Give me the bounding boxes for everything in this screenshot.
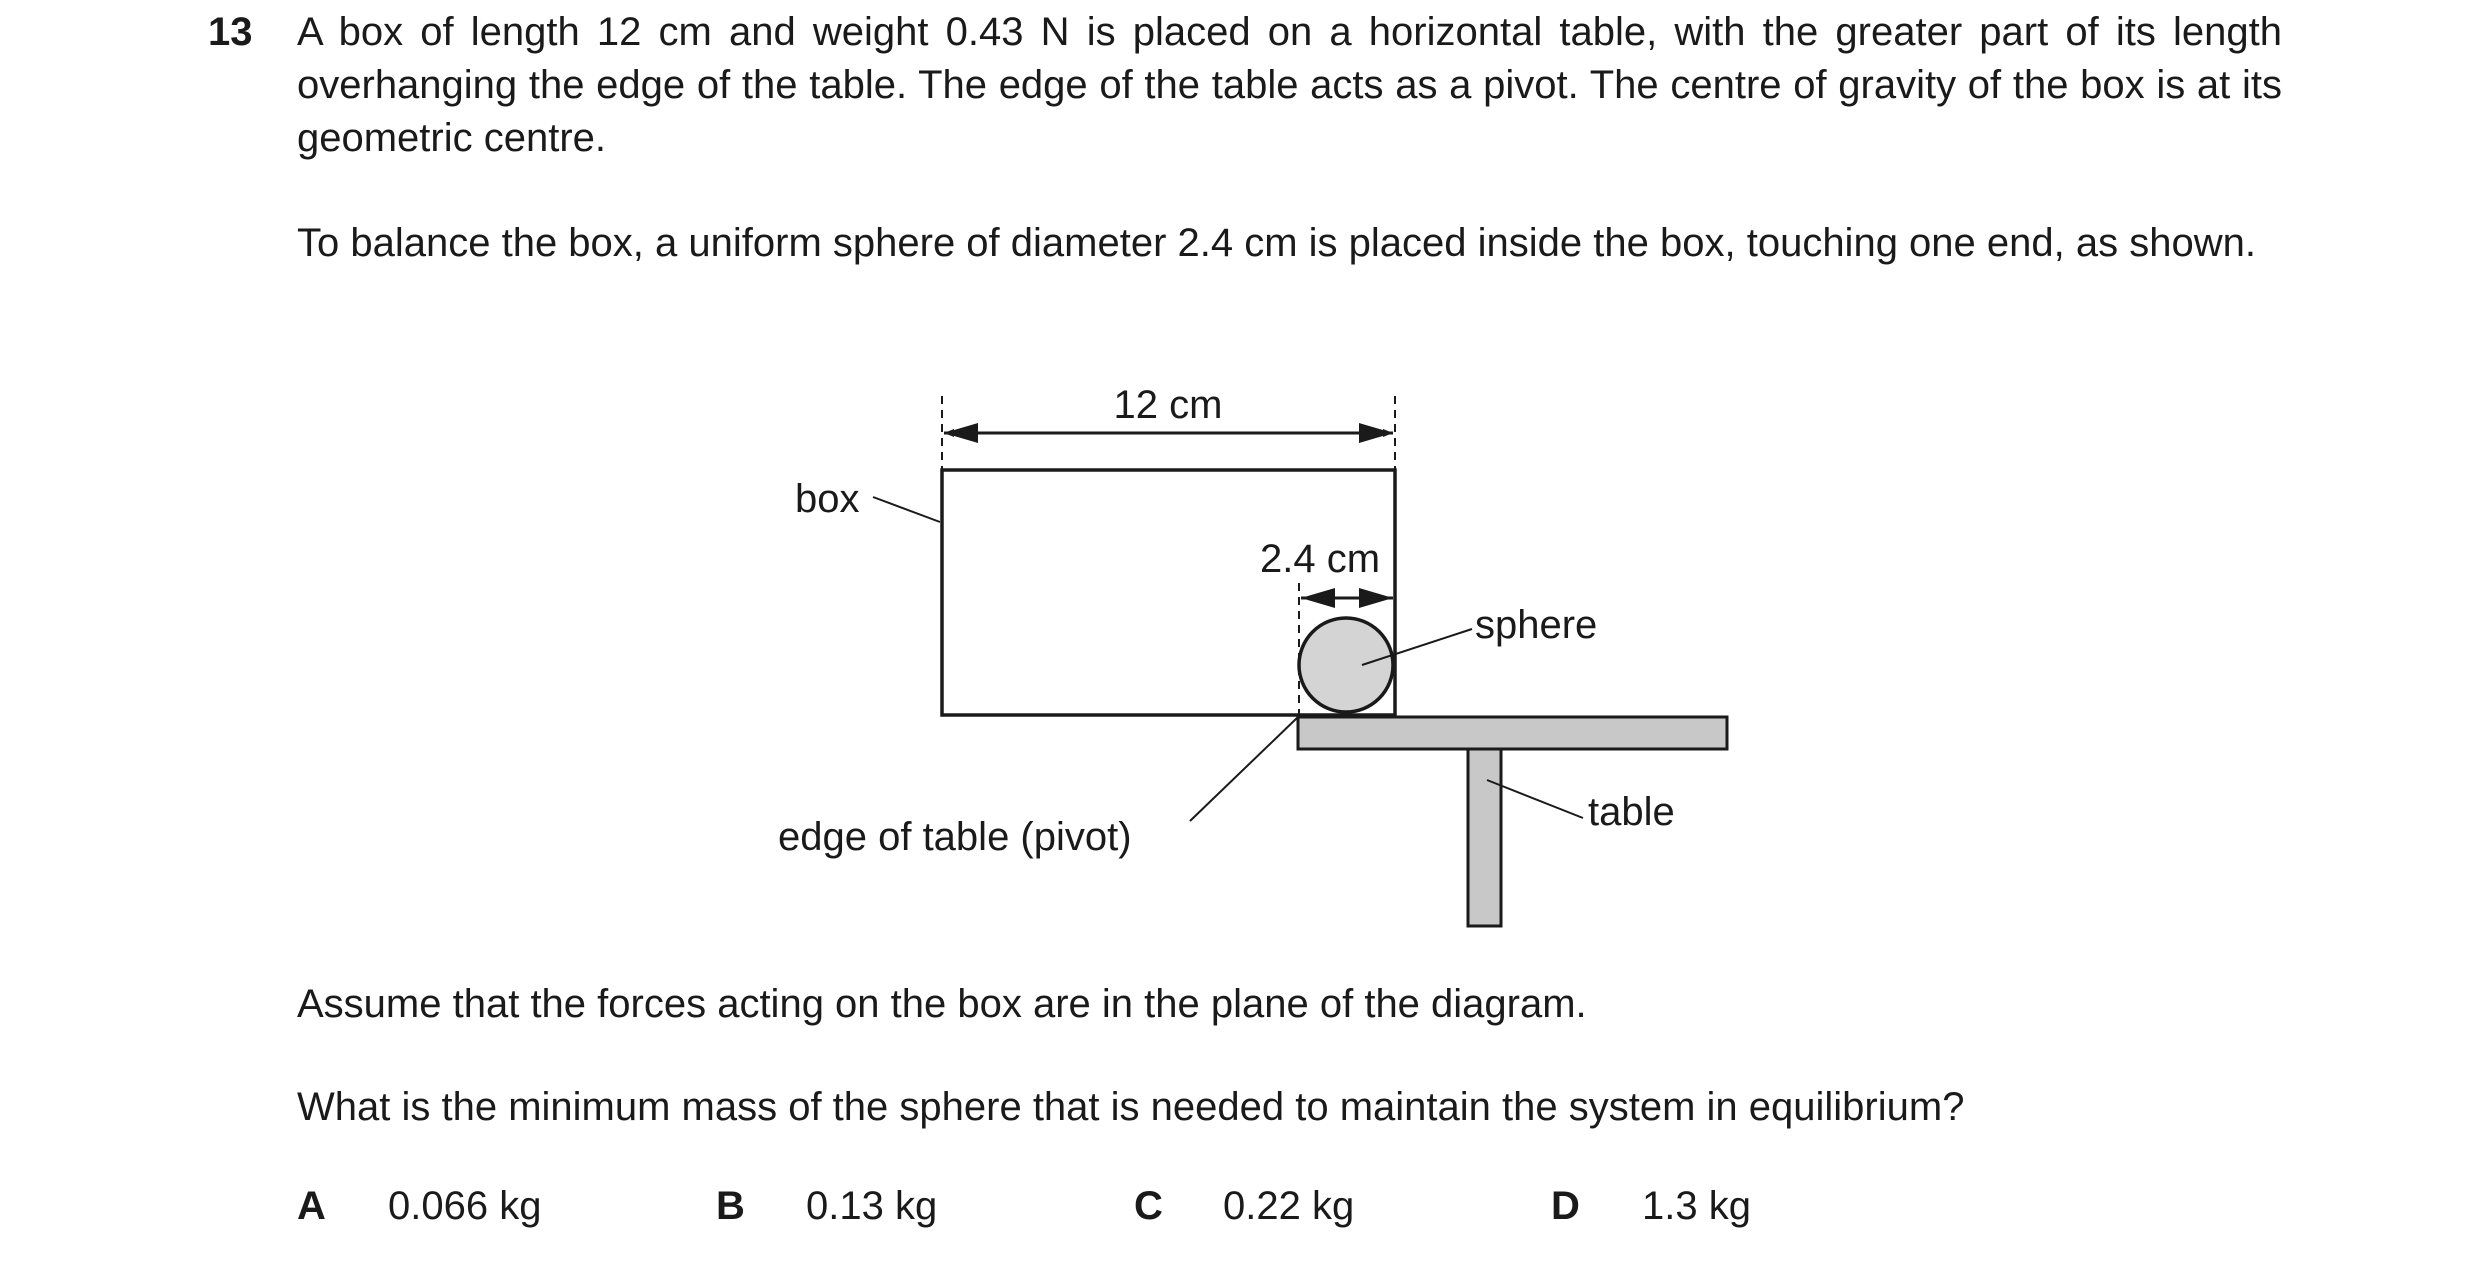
- box-length-label: 12 cm: [1113, 383, 1223, 427]
- option-d-letter: D: [1551, 1184, 1580, 1228]
- option-d-value: 1.3 kg: [1642, 1184, 1751, 1228]
- option-a-value: 0.066 kg: [388, 1184, 542, 1228]
- table-leg: [1468, 749, 1501, 926]
- box-length-arrowhead-left: [944, 423, 978, 443]
- pivot-label: edge of table (pivot): [778, 815, 1132, 859]
- sphere-diameter-arrowhead-left: [1301, 588, 1335, 608]
- option-c-letter: C: [1134, 1184, 1163, 1228]
- box-label: box: [795, 477, 860, 521]
- question-paragraph-4: What is the minimum mass of the sphere that is needed to maintain the system in equilibrium?: [297, 1085, 1965, 1129]
- sphere-label: sphere: [1475, 603, 1598, 647]
- question-number: 13: [208, 10, 253, 54]
- option-b-value: 0.13 kg: [806, 1184, 938, 1228]
- question-paragraph-3: Assume that the forces acting on the box are in the plane of the diagram.: [297, 982, 1587, 1026]
- option-b-letter: B: [716, 1184, 745, 1228]
- box-leader-line: [873, 497, 940, 522]
- sphere-diameter-label: 2.4 cm: [1259, 537, 1381, 581]
- question-paragraph-1: A box of length 12 cm and weight 0.43 N is placed on a horizontal table, with the greater part of its length overhanging the edge of the table. The edge of the table acts as a pivot. The centre of gravity of the box is at its geometric centre.: [297, 10, 2282, 160]
- table-top: [1298, 717, 1727, 749]
- option-c-value: 0.22 kg: [1223, 1184, 1355, 1228]
- option-a-letter: A: [297, 1184, 326, 1228]
- sphere-circle: [1299, 618, 1393, 712]
- question-paragraph-2: To balance the box, a uniform sphere of diameter 2.4 cm is placed inside the box, touching one end, as shown.: [297, 221, 2256, 265]
- table-label: table: [1588, 790, 1675, 834]
- box-length-arrowhead-right: [1359, 423, 1393, 443]
- sphere-diameter-arrowhead-right: [1359, 588, 1393, 608]
- pivot-leader-line: [1190, 717, 1298, 821]
